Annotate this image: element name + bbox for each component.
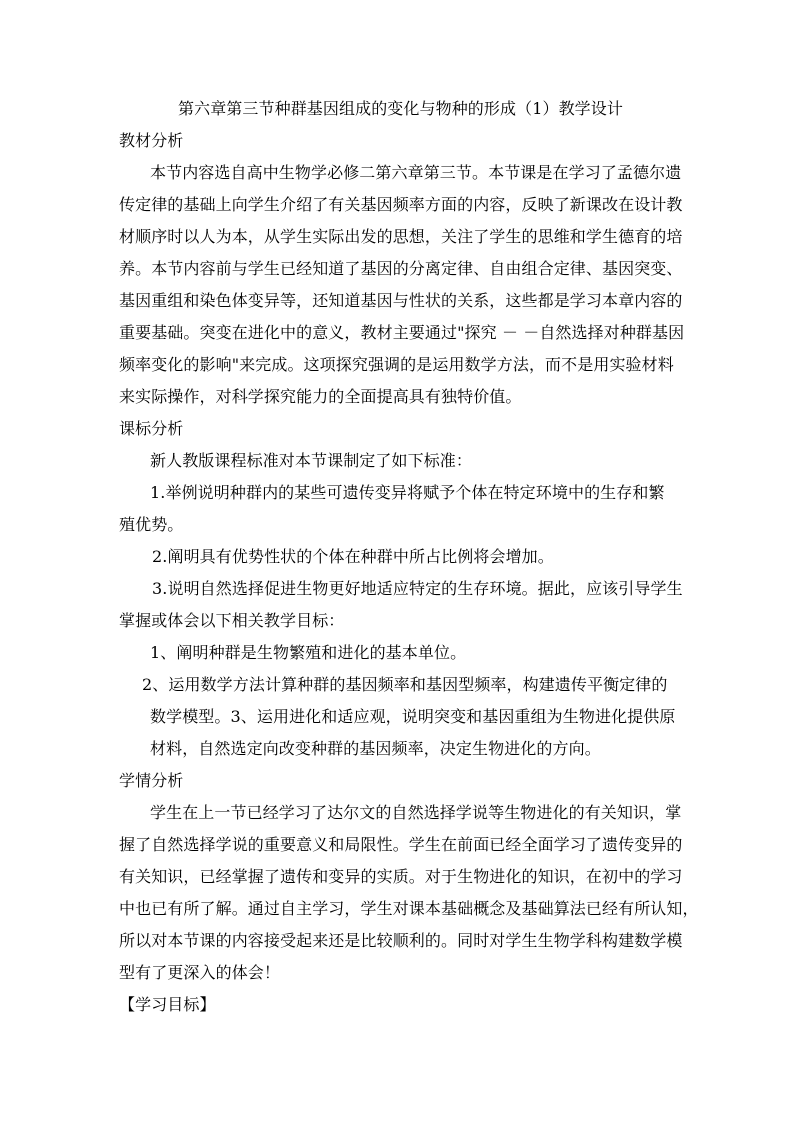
text-line: 所以对本节课的内容接受起来还是比较顺利的。同时对学生生物学科构建数学模	[119, 931, 683, 950]
text-line: 重要基础。突变在进化中的意义，教材主要通过"探究 － －自然选择对种群基因	[119, 323, 685, 342]
section-heading-student-analysis: 学情分析	[119, 771, 184, 790]
text-line: 基因重组和染色体变异等，还知道基因与性状的关系，这些都是学习本章内容的	[119, 291, 683, 310]
document-title: 第六章第三节种群基因组成的变化与物种的形成（1）教学设计	[178, 99, 623, 118]
section-heading-teaching-materials: 教材分析	[119, 131, 184, 150]
text-line: 1、阐明种群是生物繁殖和进化的基本单位。	[150, 643, 467, 662]
text-line: 数学模型。3、运用进化和适应观，说明突变和基因重组为生物进化提供原	[150, 707, 676, 726]
text-line: 学生在上一节已经学习了达尔文的自然选择学说等生物进化的有关知识，掌	[150, 803, 682, 822]
text-line: 传定律的基础上向学生介绍了有关基因频率方面的内容，反映了新课改在设计教	[119, 195, 683, 214]
text-line: 新人教版课程标准对本节课制定了如下标准：	[150, 451, 473, 470]
text-line: 3.说明自然选择促进生物更好地适应特定的生存环境。据此，应该引导学生	[152, 579, 683, 598]
text-line: 型有了更深入的体会！	[119, 963, 281, 982]
text-line: 握了自然选择学说的重要意义和局限性。学生在前面已经全面学习了遗传变异的	[119, 835, 683, 854]
text-line: 掌握或体会以下相关教学目标：	[119, 611, 345, 630]
section-heading-curriculum-standard: 课标分析	[119, 419, 184, 438]
text-line: 2.阐明具有优势性状的个体在种群中所占比例将会增加。	[152, 547, 554, 566]
text-line: 材顺序时以人为本，从学生实际出发的思想，关注了学生的思维和学生德育的培	[119, 227, 683, 246]
text-line: 频率变化的影响"来完成。这项探究强调的是运用数学方法，而不是用实验材料	[119, 355, 674, 374]
text-line: 本节内容选自高中生物学必修二第六章第三节。本节课是在学习了孟德尔遗	[150, 163, 682, 182]
text-line: 材料，自然选定向改变种群的基因频率，决定生物进化的方向。	[150, 739, 601, 758]
text-line: 有关知识，已经掌握了遗传和变异的实质。对于生物进化的知识，在初中的学习	[119, 867, 683, 886]
text-line: 殖优势。	[119, 515, 184, 534]
section-heading-learning-objectives: 【学习目标】	[119, 995, 216, 1014]
text-line: 来实际操作，对科学探究能力的全面提高具有独特价值。	[119, 387, 522, 406]
text-line: 养。本节内容前与学生已经知道了基因的分离定律、自由组合定律、基因突变、	[119, 259, 683, 278]
text-line: 2、运用数学方法计算种群的基因频率和基因型频率，构建遗传平衡定律的	[142, 675, 668, 694]
text-line: 中也已有所了解。通过自主学习，学生对课本基础概念及基础算法已经有所认知，	[119, 899, 699, 918]
text-line: 1.举例说明种群内的某些可遗传变异将赋予个体在特定环境中的生存和繁	[150, 483, 665, 502]
